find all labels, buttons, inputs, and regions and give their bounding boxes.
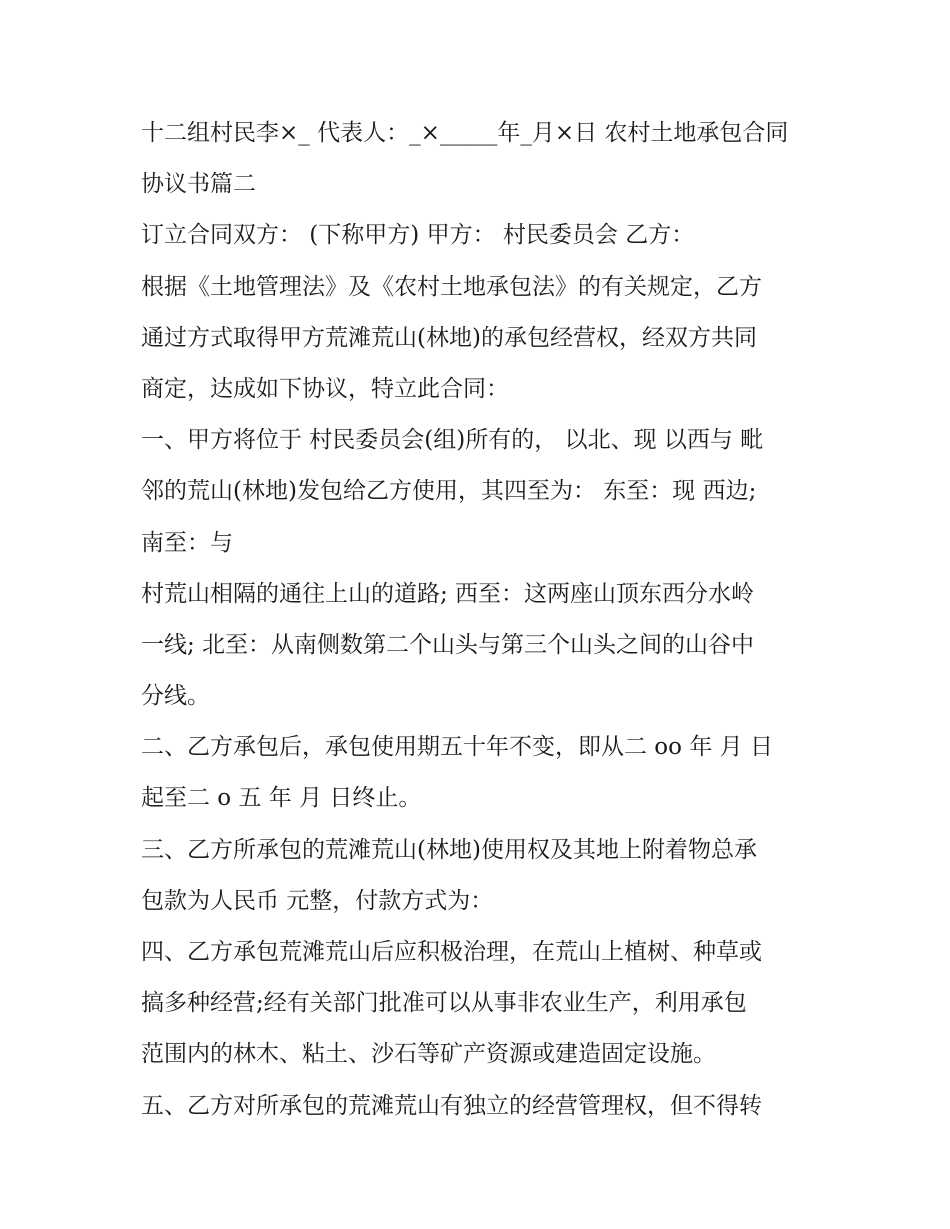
text-line: 一线; 北至：从南侧数第二个山头与第三个山头之间的山谷中 <box>141 631 755 658</box>
text-line: 二、乙方承包后，承包使用期五十年不变，即从二 oo 年 月 日 <box>141 734 773 761</box>
text-line: 三、乙方所承包的荒滩荒山(林地)使用权及其地上附着物总承 <box>141 836 757 863</box>
text-line: 十二组村民李×_ 代表人：_×_____年_月×日 农村土地承包合同 <box>141 120 789 146</box>
text-line: 五、乙方对所承包的荒滩荒山有独立的经营管理权，但不得转 <box>141 1092 762 1119</box>
text-line: 通过方式取得甲方荒滩荒山(林地)的承包经营权，经双方共同 <box>141 324 757 351</box>
text-line: 起至二 o 五 年 月 日终止。 <box>141 785 422 812</box>
text-line: 搞多种经营;经有关部门批准可以从事非农业生产，利用承包 <box>141 990 747 1017</box>
text-line: 范围内的林木、粘土、沙石等矿产资源或建造固定设施。 <box>141 1041 716 1068</box>
text-line: 一、甲方将位于 村民委员会(组)所有的， 以北、现 以西与 毗 <box>141 427 764 454</box>
text-line: 订立合同双方： (下称甲方) 甲方： 村民委员会 乙方： <box>141 222 695 249</box>
text-line: 村荒山相隔的通往上山的道路; 西至：这两座山顶东西分水岭 <box>141 580 755 607</box>
text-line: 分线。 <box>141 683 210 710</box>
text-line: 根据《土地管理法》及《农村土地承包法》的有关规定，乙方 <box>141 273 762 300</box>
contract-text <box>141 108 821 1132</box>
text-line: 邻的荒山(林地)发包给乙方使用，其四至为： 东至：现 西边; <box>141 478 757 505</box>
text-line: 包款为人民币 元整，付款方式为： <box>141 887 494 914</box>
text-line: 协议书篇二 <box>141 171 256 198</box>
text-line: 商定，达成如下协议，特立此合同： <box>141 375 509 402</box>
text-line: 四、乙方承包荒滩荒山后应积极治理，在荒山上植树、种草或 <box>141 939 762 965</box>
text-line: 南至：与 <box>141 529 233 556</box>
